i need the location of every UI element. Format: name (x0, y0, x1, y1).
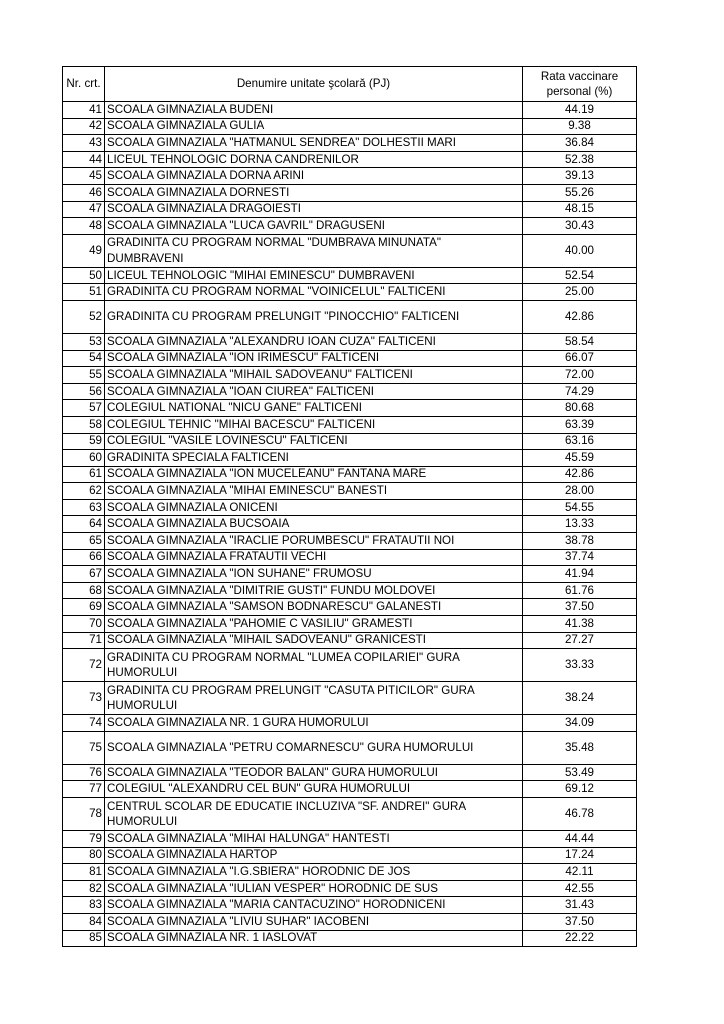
table-row (63, 847, 637, 864)
vaccination-rate: 42.86 (523, 300, 637, 333)
school-name: COLEGIUL NATIONAL "NICU GANE" FALTICENI (105, 400, 523, 417)
table-row (63, 218, 637, 235)
table-row (63, 450, 637, 467)
vaccination-rate: 22.22 (523, 930, 637, 947)
row-number: 62 (63, 483, 105, 500)
row-number: 55 (63, 367, 105, 384)
row-number: 74 (63, 715, 105, 732)
school-name: CENTRUL SCOLAR DE EDUCATIE INCLUZIVA "SF. ANDREI" GURA HUMORULUI (105, 798, 523, 831)
table-row (63, 466, 637, 483)
vaccination-rate: 30.43 (523, 218, 637, 235)
row-number: 66 (63, 549, 105, 566)
school-name: GRADINITA CU PROGRAM NORMAL "VOINICELUL" FALTICENI (105, 284, 523, 301)
row-number: 83 (63, 897, 105, 914)
row-number: 56 (63, 383, 105, 400)
row-number: 85 (63, 930, 105, 947)
school-name: SCOALA GIMNAZIALA "IOAN CIUREA" FALTICENI (105, 383, 523, 400)
school-name: LICEUL TEHNOLOGIC "MIHAI EMINESCU" DUMBRAVENI (105, 267, 523, 284)
table-row (63, 118, 637, 135)
table-row (63, 201, 637, 218)
table-row (63, 913, 637, 930)
row-number: 41 (63, 102, 105, 119)
row-number: 65 (63, 533, 105, 550)
table-body (63, 102, 637, 947)
vaccination-rate: 35.48 (523, 731, 637, 764)
vaccination-rate: 39.13 (523, 168, 637, 185)
school-name: SCOALA GIMNAZIALA "DIMITRIE GUSTI" FUNDU MOLDOVEI (105, 582, 523, 599)
table-row (63, 649, 637, 682)
vaccination-rate-table (62, 66, 637, 947)
school-name: SCOALA GIMNAZIALA "I.G.SBIERA" HORODNIC DE JOS (105, 864, 523, 881)
table-row (63, 151, 637, 168)
row-number: 70 (63, 616, 105, 633)
table-row (63, 831, 637, 848)
row-number: 67 (63, 566, 105, 583)
table-row (63, 400, 637, 417)
row-number: 84 (63, 913, 105, 930)
header-vaccination-rate: Rata vaccinare personal (%) (523, 67, 637, 102)
table-row (63, 549, 637, 566)
school-name: SCOALA GIMNAZIALA BUDENI (105, 102, 523, 119)
vaccination-rate: 25.00 (523, 284, 637, 301)
row-number: 77 (63, 781, 105, 798)
table-header (63, 67, 637, 102)
row-number: 58 (63, 416, 105, 433)
row-number: 73 (63, 682, 105, 715)
school-name: SCOALA GIMNAZIALA "HATMANUL SENDREA" DOLHESTII MARI (105, 135, 523, 152)
school-name: SCOALA GIMNAZIALA "TEODOR BALAN" GURA HUMORULUI (105, 764, 523, 781)
school-name: SCOALA GIMNAZIALA "LIVIU SUHAR" IACOBENI (105, 913, 523, 930)
table-row (63, 599, 637, 616)
vaccination-rate: 63.16 (523, 433, 637, 450)
table-row (63, 433, 637, 450)
vaccination-rate: 38.24 (523, 682, 637, 715)
row-number: 50 (63, 267, 105, 284)
table-row (63, 533, 637, 550)
school-name: SCOALA GIMNAZIALA "ION MUCELEANU" FANTANA MARE (105, 466, 523, 483)
row-number: 52 (63, 300, 105, 333)
table-row (63, 715, 637, 732)
table-row (63, 102, 637, 119)
table-row (63, 731, 637, 764)
vaccination-rate: 34.09 (523, 715, 637, 732)
table-row (63, 135, 637, 152)
school-name: SCOALA GIMNAZIALA "IULIAN VESPER" HORODNIC DE SUS (105, 880, 523, 897)
row-number: 59 (63, 433, 105, 450)
table-row (63, 416, 637, 433)
row-number: 64 (63, 516, 105, 533)
table-row (63, 367, 637, 384)
row-number: 47 (63, 201, 105, 218)
school-name: LICEUL TEHNOLOGIC DORNA CANDRENILOR (105, 151, 523, 168)
table-row (63, 682, 637, 715)
vaccination-rate: 44.44 (523, 831, 637, 848)
school-name: SCOALA GIMNAZIALA "LUCA GAVRIL" DRAGUSENI (105, 218, 523, 235)
header-row (63, 67, 637, 102)
row-number: 46 (63, 184, 105, 201)
row-number: 63 (63, 499, 105, 516)
vaccination-rate: 74.29 (523, 383, 637, 400)
vaccination-rate: 54.55 (523, 499, 637, 516)
table-row (63, 333, 637, 350)
header-school-name: Denumire unitate şcolară (PJ) (105, 67, 523, 102)
vaccination-rate: 48.15 (523, 201, 637, 218)
vaccination-rate: 41.38 (523, 616, 637, 633)
row-number: 48 (63, 218, 105, 235)
row-number: 69 (63, 599, 105, 616)
vaccination-rate: 28.00 (523, 483, 637, 500)
school-name: SCOALA GIMNAZIALA "PAHOMIE C VASILIU" GRAMESTI (105, 616, 523, 633)
table-row (63, 516, 637, 533)
row-number: 78 (63, 798, 105, 831)
row-number: 54 (63, 350, 105, 367)
row-number: 61 (63, 466, 105, 483)
school-name: SCOALA GIMNAZIALA "MIHAI EMINESCU" BANESTI (105, 483, 523, 500)
vaccination-rate: 53.49 (523, 764, 637, 781)
row-number: 72 (63, 649, 105, 682)
school-name: COLEGIUL "ALEXANDRU CEL BUN" GURA HUMORULUI (105, 781, 523, 798)
row-number: 81 (63, 864, 105, 881)
school-name: SCOALA GIMNAZIALA DRAGOIESTI (105, 201, 523, 218)
school-name: SCOALA GIMNAZIALA FRATAUTII VECHI (105, 549, 523, 566)
row-number: 45 (63, 168, 105, 185)
row-number: 68 (63, 582, 105, 599)
vaccination-rate: 42.11 (523, 864, 637, 881)
table-row (63, 284, 637, 301)
school-name: SCOALA GIMNAZIALA ONICENI (105, 499, 523, 516)
table-row (63, 499, 637, 516)
vaccination-rate: 38.78 (523, 533, 637, 550)
table-row (63, 350, 637, 367)
header-nr: Nr. crt. (63, 67, 105, 102)
row-number: 80 (63, 847, 105, 864)
row-number: 75 (63, 731, 105, 764)
row-number: 60 (63, 450, 105, 467)
school-name: SCOALA GIMNAZIALA "IRACLIE PORUMBESCU" FRATAUTII NOI (105, 533, 523, 550)
row-number: 51 (63, 284, 105, 301)
school-name: SCOALA GIMNAZIALA NR. 1 GURA HUMORULUI (105, 715, 523, 732)
vaccination-rate: 72.00 (523, 367, 637, 384)
table-row (63, 483, 637, 500)
table-row (63, 184, 637, 201)
table-row (63, 781, 637, 798)
table-row (63, 582, 637, 599)
vaccination-rate: 44.19 (523, 102, 637, 119)
vaccination-rate: 61.76 (523, 582, 637, 599)
table-row (63, 383, 637, 400)
vaccination-rate: 31.43 (523, 897, 637, 914)
vaccination-rate: 52.38 (523, 151, 637, 168)
school-name: SCOALA GIMNAZIALA "MARIA CANTACUZINO" HORODNICENI (105, 897, 523, 914)
table-row (63, 798, 637, 831)
vaccination-rate: 66.07 (523, 350, 637, 367)
row-number: 79 (63, 831, 105, 848)
vaccination-rate: 36.84 (523, 135, 637, 152)
school-name: SCOALA GIMNAZIALA HARTOP (105, 847, 523, 864)
school-name: GRADINITA CU PROGRAM NORMAL "LUMEA COPILARIEI" GURA HUMORULUI (105, 649, 523, 682)
school-name: SCOALA GIMNAZIALA "PETRU COMARNESCU" GURA HUMORULUI (105, 731, 523, 764)
school-name: GRADINITA SPECIALA FALTICENI (105, 450, 523, 467)
vaccination-rate: 37.50 (523, 599, 637, 616)
table-row (63, 300, 637, 333)
vaccination-rate: 17.24 (523, 847, 637, 864)
row-number: 49 (63, 234, 105, 267)
row-number: 82 (63, 880, 105, 897)
table-row (63, 234, 637, 267)
school-name: SCOALA GIMNAZIALA "MIHAIL SADOVEANU" FALTICENI (105, 367, 523, 384)
vaccination-rate: 63.39 (523, 416, 637, 433)
school-name: GRADINITA CU PROGRAM NORMAL "DUMBRAVA MINUNATA" DUMBRAVENI (105, 234, 523, 267)
vaccination-rate: 42.55 (523, 880, 637, 897)
school-name: SCOALA GIMNAZIALA DORNA ARINI (105, 168, 523, 185)
row-number: 44 (63, 151, 105, 168)
table-row (63, 897, 637, 914)
school-name: SCOALA GIMNAZIALA "ION SUHANE" FRUMOSU (105, 566, 523, 583)
vaccination-rate: 41.94 (523, 566, 637, 583)
school-name: GRADINITA CU PROGRAM PRELUNGIT "PINOCCHIO" FALTICENI (105, 300, 523, 333)
row-number: 57 (63, 400, 105, 417)
table-row (63, 566, 637, 583)
vaccination-rate: 52.54 (523, 267, 637, 284)
vaccination-rate: 46.78 (523, 798, 637, 831)
table-row (63, 267, 637, 284)
school-name: COLEGIUL "VASILE LOVINESCU" FALTICENI (105, 433, 523, 450)
row-number: 53 (63, 333, 105, 350)
table-row (63, 632, 637, 649)
school-name: SCOALA GIMNAZIALA GULIA (105, 118, 523, 135)
school-name: SCOALA GIMNAZIALA "MIHAIL SADOVEANU" GRANICESTI (105, 632, 523, 649)
row-number: 76 (63, 764, 105, 781)
school-name: SCOALA GIMNAZIALA DORNESTI (105, 184, 523, 201)
school-name: SCOALA GIMNAZIALA "ION IRIMESCU" FALTICENI (105, 350, 523, 367)
vaccination-rate: 27.27 (523, 632, 637, 649)
vaccination-rate: 69.12 (523, 781, 637, 798)
table-row (63, 168, 637, 185)
vaccination-rate: 37.50 (523, 913, 637, 930)
vaccination-rate: 55.26 (523, 184, 637, 201)
table-row (63, 864, 637, 881)
table-row (63, 880, 637, 897)
vaccination-rate: 33.33 (523, 649, 637, 682)
table-row (63, 616, 637, 633)
vaccination-rate: 9.38 (523, 118, 637, 135)
school-name: SCOALA GIMNAZIALA "SAMSON BODNARESCU" GALANESTI (105, 599, 523, 616)
table-row (63, 930, 637, 947)
school-name: SCOALA GIMNAZIALA BUCSOAIA (105, 516, 523, 533)
school-name: COLEGIUL TEHNIC "MIHAI BACESCU" FALTICENI (105, 416, 523, 433)
school-name: GRADINITA CU PROGRAM PRELUNGIT "CASUTA PITICILOR" GURA HUMORULUI (105, 682, 523, 715)
vaccination-rate: 58.54 (523, 333, 637, 350)
vaccination-rate: 80.68 (523, 400, 637, 417)
vaccination-rate: 37.74 (523, 549, 637, 566)
school-name: SCOALA GIMNAZIALA NR. 1 IASLOVAT (105, 930, 523, 947)
table-row (63, 764, 637, 781)
vaccination-rate: 13.33 (523, 516, 637, 533)
row-number: 71 (63, 632, 105, 649)
school-name: SCOALA GIMNAZIALA "ALEXANDRU IOAN CUZA" FALTICENI (105, 333, 523, 350)
vaccination-rate: 42.86 (523, 466, 637, 483)
row-number: 43 (63, 135, 105, 152)
vaccination-rate: 45.59 (523, 450, 637, 467)
school-name: SCOALA GIMNAZIALA "MIHAI HALUNGA" HANTESTI (105, 831, 523, 848)
row-number: 42 (63, 118, 105, 135)
vaccination-rate: 40.00 (523, 234, 637, 267)
